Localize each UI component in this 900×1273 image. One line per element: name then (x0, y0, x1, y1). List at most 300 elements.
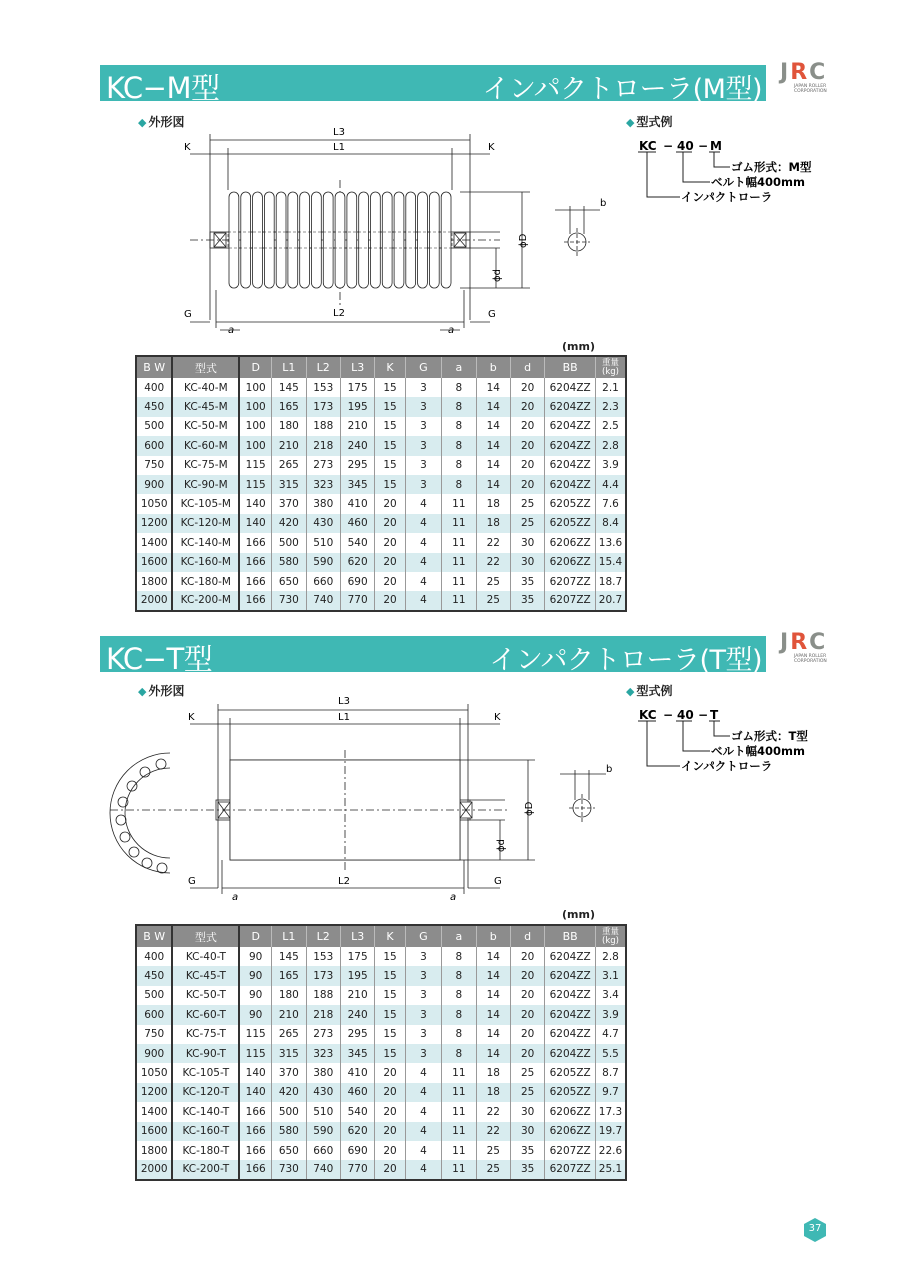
table-header-cell: b (476, 925, 510, 947)
table-cell: 265 (272, 1025, 306, 1044)
svg-text:a: a (448, 325, 455, 336)
table-cell: 1400 (136, 533, 172, 552)
table-cell: 20 (510, 1005, 544, 1024)
table-cell: 8 (442, 966, 476, 985)
table-cell: 265 (272, 456, 306, 475)
table-cell: 660 (306, 572, 340, 591)
table-cell: 20 (375, 1141, 405, 1160)
roller-rib (371, 192, 381, 288)
roller-rib (229, 192, 239, 288)
table-cell: 750 (136, 456, 172, 475)
table-cell: 400 (136, 378, 172, 397)
table-cell: 11 (442, 533, 476, 552)
diamond-icon: ◆ (626, 116, 635, 129)
table-cell: 345 (340, 475, 374, 494)
table-header-cell: L2 (306, 356, 340, 378)
table-cell: 650 (272, 1141, 306, 1160)
table-cell: 195 (340, 966, 374, 985)
table-cell: 420 (272, 514, 306, 533)
table-cell: 166 (239, 533, 271, 552)
table-cell: 20 (375, 1160, 405, 1179)
table-cell: KC-160-T (172, 1122, 239, 1141)
table-cell: 1800 (136, 1141, 172, 1160)
roller-rib (359, 192, 369, 288)
table-cell: 323 (306, 1044, 340, 1063)
table-cell: 3 (405, 456, 441, 475)
table-cell: 740 (306, 591, 340, 610)
table-cell: 22.6 (595, 1141, 626, 1160)
table-cell: 30 (510, 553, 544, 572)
model-code-diagram-m (630, 135, 840, 210)
table-cell: 145 (272, 947, 306, 966)
table-cell: KC-200-M (172, 591, 239, 610)
page-number: 37 (803, 1218, 827, 1242)
table-cell: 153 (306, 378, 340, 397)
table-cell: 140 (239, 1063, 271, 1082)
svg-text:ϕd: ϕd (496, 839, 507, 852)
table-cell: 14 (476, 378, 510, 397)
table-cell: 15 (375, 1005, 405, 1024)
table-cell: 2000 (136, 1160, 172, 1179)
table-header-cell: 型式 (172, 925, 239, 947)
table-cell: 20 (375, 1122, 405, 1141)
table-cell: 20 (510, 1044, 544, 1063)
table-row (136, 456, 626, 475)
table-cell: 100 (239, 436, 271, 455)
table-cell: KC-75-T (172, 1025, 239, 1044)
table-cell: 25 (476, 591, 510, 610)
table-cell: 1600 (136, 553, 172, 572)
table-cell: 380 (306, 494, 340, 513)
table-row (136, 397, 626, 416)
table-cell: 410 (340, 494, 374, 513)
table-row (136, 417, 626, 436)
table-cell: 3.9 (595, 456, 626, 475)
table-header-cell: L1 (272, 925, 306, 947)
table-cell: 8.7 (595, 1063, 626, 1082)
table-row (136, 1025, 626, 1044)
table-cell: 15 (375, 1025, 405, 1044)
table-row (136, 1083, 626, 1102)
table-row (136, 1122, 626, 1141)
svg-text:ϕD: ϕD (518, 233, 529, 248)
table-cell: 20 (510, 436, 544, 455)
table-cell: 25 (510, 1083, 544, 1102)
table-cell: 115 (239, 475, 271, 494)
table-cell: 6206ZZ (545, 553, 596, 572)
table-cell: 15 (375, 378, 405, 397)
diamond-icon: ◆ (138, 685, 147, 698)
table-cell: 210 (272, 1005, 306, 1024)
table-cell: 175 (340, 947, 374, 966)
diamond-icon: ◆ (626, 685, 635, 698)
table-cell: 166 (239, 591, 271, 610)
table-cell: 18 (476, 1083, 510, 1102)
table-cell: 14 (476, 475, 510, 494)
table-cell: 20 (510, 417, 544, 436)
table-cell: 590 (306, 1122, 340, 1141)
table-cell: 30 (510, 1122, 544, 1141)
table-cell: 620 (340, 1122, 374, 1141)
table-cell: 11 (442, 1083, 476, 1102)
table-cell: 15 (375, 966, 405, 985)
table-cell: 15 (375, 397, 405, 416)
table-cell: 153 (306, 947, 340, 966)
roller-rib (335, 192, 345, 288)
table-cell: 3.9 (595, 1005, 626, 1024)
table-cell: 650 (272, 572, 306, 591)
svg-text:L3: L3 (333, 127, 345, 138)
table-row (136, 1063, 626, 1082)
table-cell: 6204ZZ (545, 947, 596, 966)
table-cell: 420 (272, 1083, 306, 1102)
table-cell: 273 (306, 456, 340, 475)
table-cell: 430 (306, 514, 340, 533)
table-cell: 4 (405, 494, 441, 513)
table-cell: 4 (405, 553, 441, 572)
table-cell: KC-105-M (172, 494, 239, 513)
table-cell: 20 (510, 456, 544, 475)
table-cell: KC-90-M (172, 475, 239, 494)
outline-drawing-t (110, 688, 613, 908)
svg-text:G: G (184, 309, 192, 320)
table-cell: 315 (272, 475, 306, 494)
table-header-cell: BB (545, 356, 596, 378)
table-cell: 166 (239, 1102, 271, 1121)
table-cell: 510 (306, 533, 340, 552)
svg-text:K: K (488, 142, 495, 153)
table-cell: KC-40-M (172, 378, 239, 397)
table-cell: 3 (405, 397, 441, 416)
table-cell: 13.6 (595, 533, 626, 552)
table-cell: 500 (136, 417, 172, 436)
table-cell: 6204ZZ (545, 378, 596, 397)
table-cell: 22 (476, 1122, 510, 1141)
table-cell: 4.4 (595, 475, 626, 494)
table-cell: 240 (340, 1005, 374, 1024)
table-cell: 14 (476, 966, 510, 985)
table-cell: 6205ZZ (545, 514, 596, 533)
table-cell: 8 (442, 397, 476, 416)
svg-text:−: − (663, 139, 674, 153)
table-header-cell: D (239, 925, 271, 947)
table-cell: 20 (375, 533, 405, 552)
table-cell: 3 (405, 378, 441, 397)
table-cell: 6206ZZ (545, 533, 596, 552)
table-cell: 25 (510, 1063, 544, 1082)
svg-text:−: − (663, 708, 674, 722)
table-cell: 3.4 (595, 986, 626, 1005)
table-cell: 20 (375, 494, 405, 513)
table-cell: 25 (476, 1141, 510, 1160)
svg-text:b: b (600, 198, 607, 209)
table-header-cell: 重量 (kg) (595, 925, 626, 947)
table-cell: 460 (340, 514, 374, 533)
table-cell: 4 (405, 1160, 441, 1179)
table-cell: 4 (405, 514, 441, 533)
table-cell: 6207ZZ (545, 1141, 596, 1160)
roller-rib (418, 192, 428, 288)
roller-rib (347, 192, 357, 288)
table-row (136, 572, 626, 591)
table-cell: 6204ZZ (545, 1044, 596, 1063)
section-t-subtitle: インパクトローラ(T型) (489, 645, 762, 676)
table-cell: 180 (272, 417, 306, 436)
table-header-cell: D (239, 356, 271, 378)
table-row (136, 966, 626, 985)
table-cell: 4 (405, 533, 441, 552)
jrc-logo: JRC JAPAN ROLLER CORPORATION (780, 630, 828, 664)
table-header-row (136, 925, 626, 947)
table-cell: 6204ZZ (545, 1025, 596, 1044)
table-row (136, 553, 626, 572)
table-cell: 18 (476, 494, 510, 513)
table-cell: 660 (306, 1141, 340, 1160)
table-cell: 115 (239, 1025, 271, 1044)
table-cell: 6204ZZ (545, 966, 596, 985)
spec-table-m (135, 355, 627, 612)
table-cell: 4 (405, 591, 441, 610)
table-cell: 166 (239, 1141, 271, 1160)
table-cell: 140 (239, 1083, 271, 1102)
table-cell: 11 (442, 572, 476, 591)
table-header-cell: 型式 (172, 356, 239, 378)
roller-rib (264, 192, 274, 288)
roller-rib (288, 192, 298, 288)
table-cell: 315 (272, 1044, 306, 1063)
svg-text:K: K (494, 712, 501, 723)
table-cell: 7.6 (595, 494, 626, 513)
table-cell: 6206ZZ (545, 1122, 596, 1141)
table-cell: 20 (510, 966, 544, 985)
table-header-cell: L1 (272, 356, 306, 378)
table-cell: 295 (340, 1025, 374, 1044)
table-cell: 25 (510, 494, 544, 513)
table-cell: 145 (272, 378, 306, 397)
svg-text:G: G (188, 876, 196, 887)
table-cell: 35 (510, 1160, 544, 1179)
table-cell: 18 (476, 1063, 510, 1082)
table-cell: 2.5 (595, 417, 626, 436)
table-cell: 173 (306, 966, 340, 985)
table-cell: 166 (239, 1122, 271, 1141)
table-cell: 15 (375, 475, 405, 494)
table-cell: KC-120-T (172, 1083, 239, 1102)
table-cell: 450 (136, 397, 172, 416)
table-cell: 35 (510, 572, 544, 591)
svg-text:L3: L3 (338, 696, 350, 707)
roller-rib (429, 192, 439, 288)
table-cell: 14 (476, 397, 510, 416)
table-cell: 166 (239, 1160, 271, 1179)
table-cell: 15 (375, 436, 405, 455)
table-cell: 25 (476, 1160, 510, 1179)
svg-text:K: K (184, 142, 191, 153)
table-cell: KC-75-M (172, 456, 239, 475)
model-note-roller: インパクトローラ (681, 190, 773, 204)
section-t-title: KC−T型 (106, 642, 213, 676)
table-cell: 2.8 (595, 947, 626, 966)
model-code-kc: KC (639, 139, 657, 153)
svg-text:b: b (606, 764, 613, 775)
table-cell: 690 (340, 572, 374, 591)
table-cell: 295 (340, 456, 374, 475)
table-cell: 510 (306, 1102, 340, 1121)
table-header-cell: B W (136, 925, 172, 947)
table-header-cell: G (405, 356, 441, 378)
table-cell: 730 (272, 1160, 306, 1179)
roller-rib (382, 192, 392, 288)
table-cell: 4 (405, 572, 441, 591)
table-cell: 210 (340, 417, 374, 436)
table-cell: 6207ZZ (545, 1160, 596, 1179)
table-cell: 15 (375, 947, 405, 966)
table-cell: 273 (306, 1025, 340, 1044)
table-cell: 188 (306, 417, 340, 436)
table-cell: 6207ZZ (545, 572, 596, 591)
table-row (136, 494, 626, 513)
table-cell: 3 (405, 417, 441, 436)
table-cell: 590 (306, 553, 340, 572)
svg-text:ϕd: ϕd (492, 269, 503, 282)
table-cell: KC-180-T (172, 1141, 239, 1160)
model-code-bw: 40 (677, 708, 694, 722)
table-cell: 90 (239, 1005, 271, 1024)
model-code-type: T (710, 708, 719, 722)
table-cell: 6205ZZ (545, 1083, 596, 1102)
outline-label-t: ◆ 外形図 (138, 684, 185, 698)
table-cell: 4 (405, 1141, 441, 1160)
table-cell: 20 (375, 1083, 405, 1102)
table-cell: 8 (442, 1025, 476, 1044)
roller-rib (276, 192, 286, 288)
table-cell: 400 (136, 947, 172, 966)
table-cell: 20 (375, 553, 405, 572)
svg-text:G: G (494, 876, 502, 887)
table-cell: KC-180-M (172, 572, 239, 591)
model-code-kc: KC (639, 708, 657, 722)
unit-label-t: (mm) (562, 908, 595, 921)
table-cell: 20.7 (595, 591, 626, 610)
table-cell: 165 (272, 966, 306, 985)
table-cell: 740 (306, 1160, 340, 1179)
table-cell: 690 (340, 1141, 374, 1160)
table-cell: 14 (476, 947, 510, 966)
table-cell: 8 (442, 1005, 476, 1024)
table-cell: KC-45-T (172, 966, 239, 985)
table-cell: 11 (442, 1141, 476, 1160)
table-cell: 1050 (136, 494, 172, 513)
table-cell: 2.8 (595, 436, 626, 455)
table-cell: 2.1 (595, 378, 626, 397)
table-cell: 20 (510, 475, 544, 494)
table-cell: 14 (476, 1044, 510, 1063)
table-cell: 8 (442, 436, 476, 455)
roller-rib (406, 192, 416, 288)
roller-rib (441, 192, 451, 288)
model-code-diagram-t (630, 704, 840, 779)
table-cell: 540 (340, 1102, 374, 1121)
table-cell: 14 (476, 436, 510, 455)
table-header-cell: K (375, 925, 405, 947)
model-note-belt: ベルト幅400mm (711, 175, 805, 189)
table-cell: 166 (239, 553, 271, 572)
table-cell: 2.3 (595, 397, 626, 416)
table-cell: 1400 (136, 1102, 172, 1121)
unit-label-m: (mm) (562, 340, 595, 353)
table-cell: 1050 (136, 1063, 172, 1082)
table-cell: 1200 (136, 1083, 172, 1102)
table-row (136, 591, 626, 610)
table-cell: 410 (340, 1063, 374, 1082)
table-cell: 3 (405, 947, 441, 966)
table-cell: 173 (306, 397, 340, 416)
table-cell: 580 (272, 1122, 306, 1141)
table-header-cell: K (375, 356, 405, 378)
model-label-t: ◆ 型式例 (626, 684, 673, 698)
section-t-banner (100, 636, 766, 676)
outline-label-m: ◆ 外形図 (138, 115, 185, 129)
table-cell: 1800 (136, 572, 172, 591)
table-cell: 4 (405, 1063, 441, 1082)
table-cell: 4.7 (595, 1025, 626, 1044)
table-row (136, 514, 626, 533)
table-header-cell: a (442, 925, 476, 947)
table-cell: 1200 (136, 514, 172, 533)
table-cell: 750 (136, 1025, 172, 1044)
svg-text:G: G (488, 309, 496, 320)
table-cell: 15 (375, 986, 405, 1005)
model-code-type: M (710, 139, 722, 153)
table-cell: 8 (442, 947, 476, 966)
table-cell: 4 (405, 1122, 441, 1141)
svg-text:L2: L2 (333, 308, 345, 319)
table-cell: 11 (442, 494, 476, 513)
table-row (136, 475, 626, 494)
table-cell: KC-45-M (172, 397, 239, 416)
table-cell: 25.1 (595, 1160, 626, 1179)
table-cell: 180 (272, 986, 306, 1005)
table-cell: 100 (239, 417, 271, 436)
model-code-bw: 40 (677, 139, 694, 153)
table-header-cell: L3 (340, 356, 374, 378)
table-cell: 770 (340, 591, 374, 610)
table-cell: 100 (239, 378, 271, 397)
model-label-m: ◆ 型式例 (626, 115, 673, 129)
table-cell: 14 (476, 1025, 510, 1044)
table-cell: 100 (239, 397, 271, 416)
table-row (136, 986, 626, 1005)
table-cell: 90 (239, 947, 271, 966)
table-cell: 22 (476, 553, 510, 572)
table-cell: 115 (239, 456, 271, 475)
table-cell: 11 (442, 514, 476, 533)
table-cell: 580 (272, 553, 306, 572)
table-cell: KC-50-T (172, 986, 239, 1005)
table-cell: 6204ZZ (545, 986, 596, 1005)
table-cell: KC-140-M (172, 533, 239, 552)
table-cell: KC-90-T (172, 1044, 239, 1063)
table-cell: 3 (405, 986, 441, 1005)
table-cell: 3 (405, 1005, 441, 1024)
table-cell: 35 (510, 591, 544, 610)
svg-text:a: a (450, 892, 457, 903)
table-cell: 900 (136, 1044, 172, 1063)
outline-drawing-m (180, 120, 607, 340)
svg-text:L2: L2 (338, 876, 350, 887)
table-cell: 3.1 (595, 966, 626, 985)
table-cell: 3 (405, 436, 441, 455)
